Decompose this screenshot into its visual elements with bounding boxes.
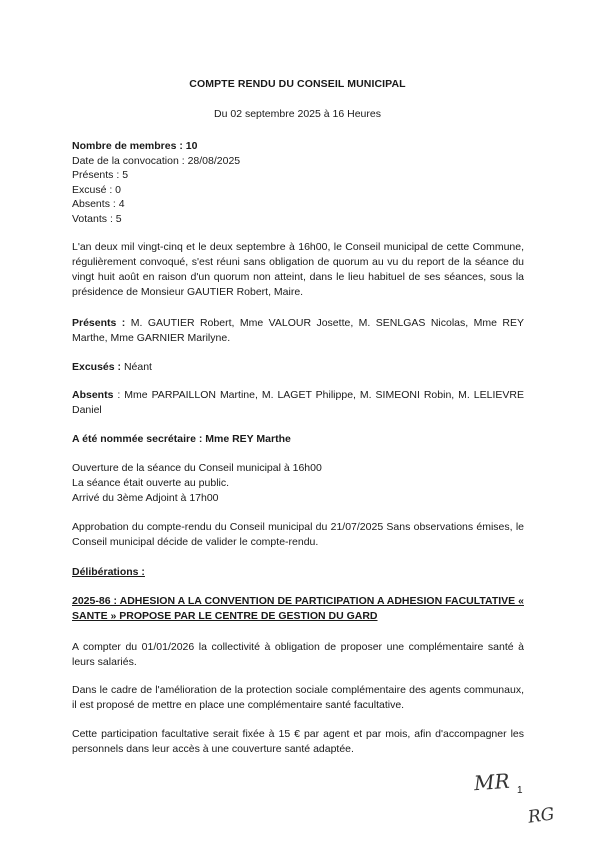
meeting-meta	[72, 139, 240, 227]
seance-arrival: Arrivé du 3ème Adjoint à 17h00	[72, 492, 219, 504]
excuses-label: Excusés :	[72, 361, 122, 373]
meeting-date: Du 02 septembre 2025 à 16 Heures	[214, 108, 381, 120]
excuses-value: Néant	[121, 361, 152, 373]
seance-public: La séance était ouverte au public.	[72, 477, 230, 489]
presents-label: Présents :	[72, 317, 126, 329]
seance-lines	[72, 461, 322, 506]
convocation-date: Date de la convocation : 28/08/2025	[72, 154, 241, 167]
excuses-paragraph	[72, 360, 524, 375]
absents-names: : Mme PARPAILLON Martine, M. LAGET Philippe, M. SIMEONI Robin, M. LELIEVRE Daniel	[72, 389, 524, 416]
presents-count: Présents : 5	[72, 169, 129, 182]
members-count: Nombre de membres : 10	[72, 140, 198, 152]
body-paragraph-3: Cette participation facultative serait fixée à 15 € par agent et par mois, afin d'accompagner les personnels dans leur accès à une couverture santé adaptée.	[72, 728, 524, 755]
page-number: 1	[517, 785, 523, 796]
absents-count: Absents : 4	[72, 198, 125, 211]
body-paragraph-2: Dans le cadre de l'amélioration de la protection sociale complémentaire des agents communaux, il est proposé de mettre en place une complémentaire santé facultative.	[72, 684, 524, 711]
secretaire-line: A été nommée secrétaire : Mme REY Marthe	[72, 433, 291, 445]
body-paragraph-1: A compter du 01/01/2026 la collectivité à obligation de proposer une complémentaire santé à leurs salariés.	[72, 641, 524, 668]
initials-rg: RG	[526, 804, 556, 828]
deliberations-heading: Délibérations :	[72, 566, 145, 578]
document-title: COMPTE RENDU DU CONSEIL MUNICIPAL	[189, 78, 406, 90]
presents-names: M. GAUTIER Robert, Mme VALOUR Josette, M. SENLGAS Nicolas, Mme REY Marthe, Mme GARNIER Marilyne.	[72, 317, 524, 344]
absents-label: Absents	[72, 389, 114, 401]
approbation-paragraph: Approbation du compte-rendu du Conseil municipal du 21/07/2025 Sans observations émises, le Conseil municipal décide de valider le compte-rendu.	[72, 521, 524, 548]
presents-paragraph	[72, 316, 524, 346]
seance-opening: Ouverture de la séance du Conseil municipal à 16h00	[72, 462, 322, 474]
initials-mr: MR	[473, 768, 511, 796]
intro-paragraph: L'an deux mil vingt-cinq et le deux septembre à 16h00, le Conseil municipal de cette Commune, régulièrement convoqué, s'est réuni sans obligation de quorum au vu du report de la séance du vingt huit août en raison d'un quorum non atteint, dans le lieu habituel de ses séances, sous la présidence de Monsieur GAUTIER Robert, Maire.	[72, 241, 524, 298]
deliberation-title: 2025-86 : ADHESION A LA CONVENTION DE PARTICIPATION A ADHESION FACULTATIVE « SANTE » PROPOSE PAR LE CENTRE DE GESTION DU GARD	[72, 595, 524, 622]
excuse-count: Excusé : 0	[72, 183, 122, 196]
absents-paragraph	[72, 388, 524, 418]
votants-count: Votants : 5	[72, 212, 122, 225]
